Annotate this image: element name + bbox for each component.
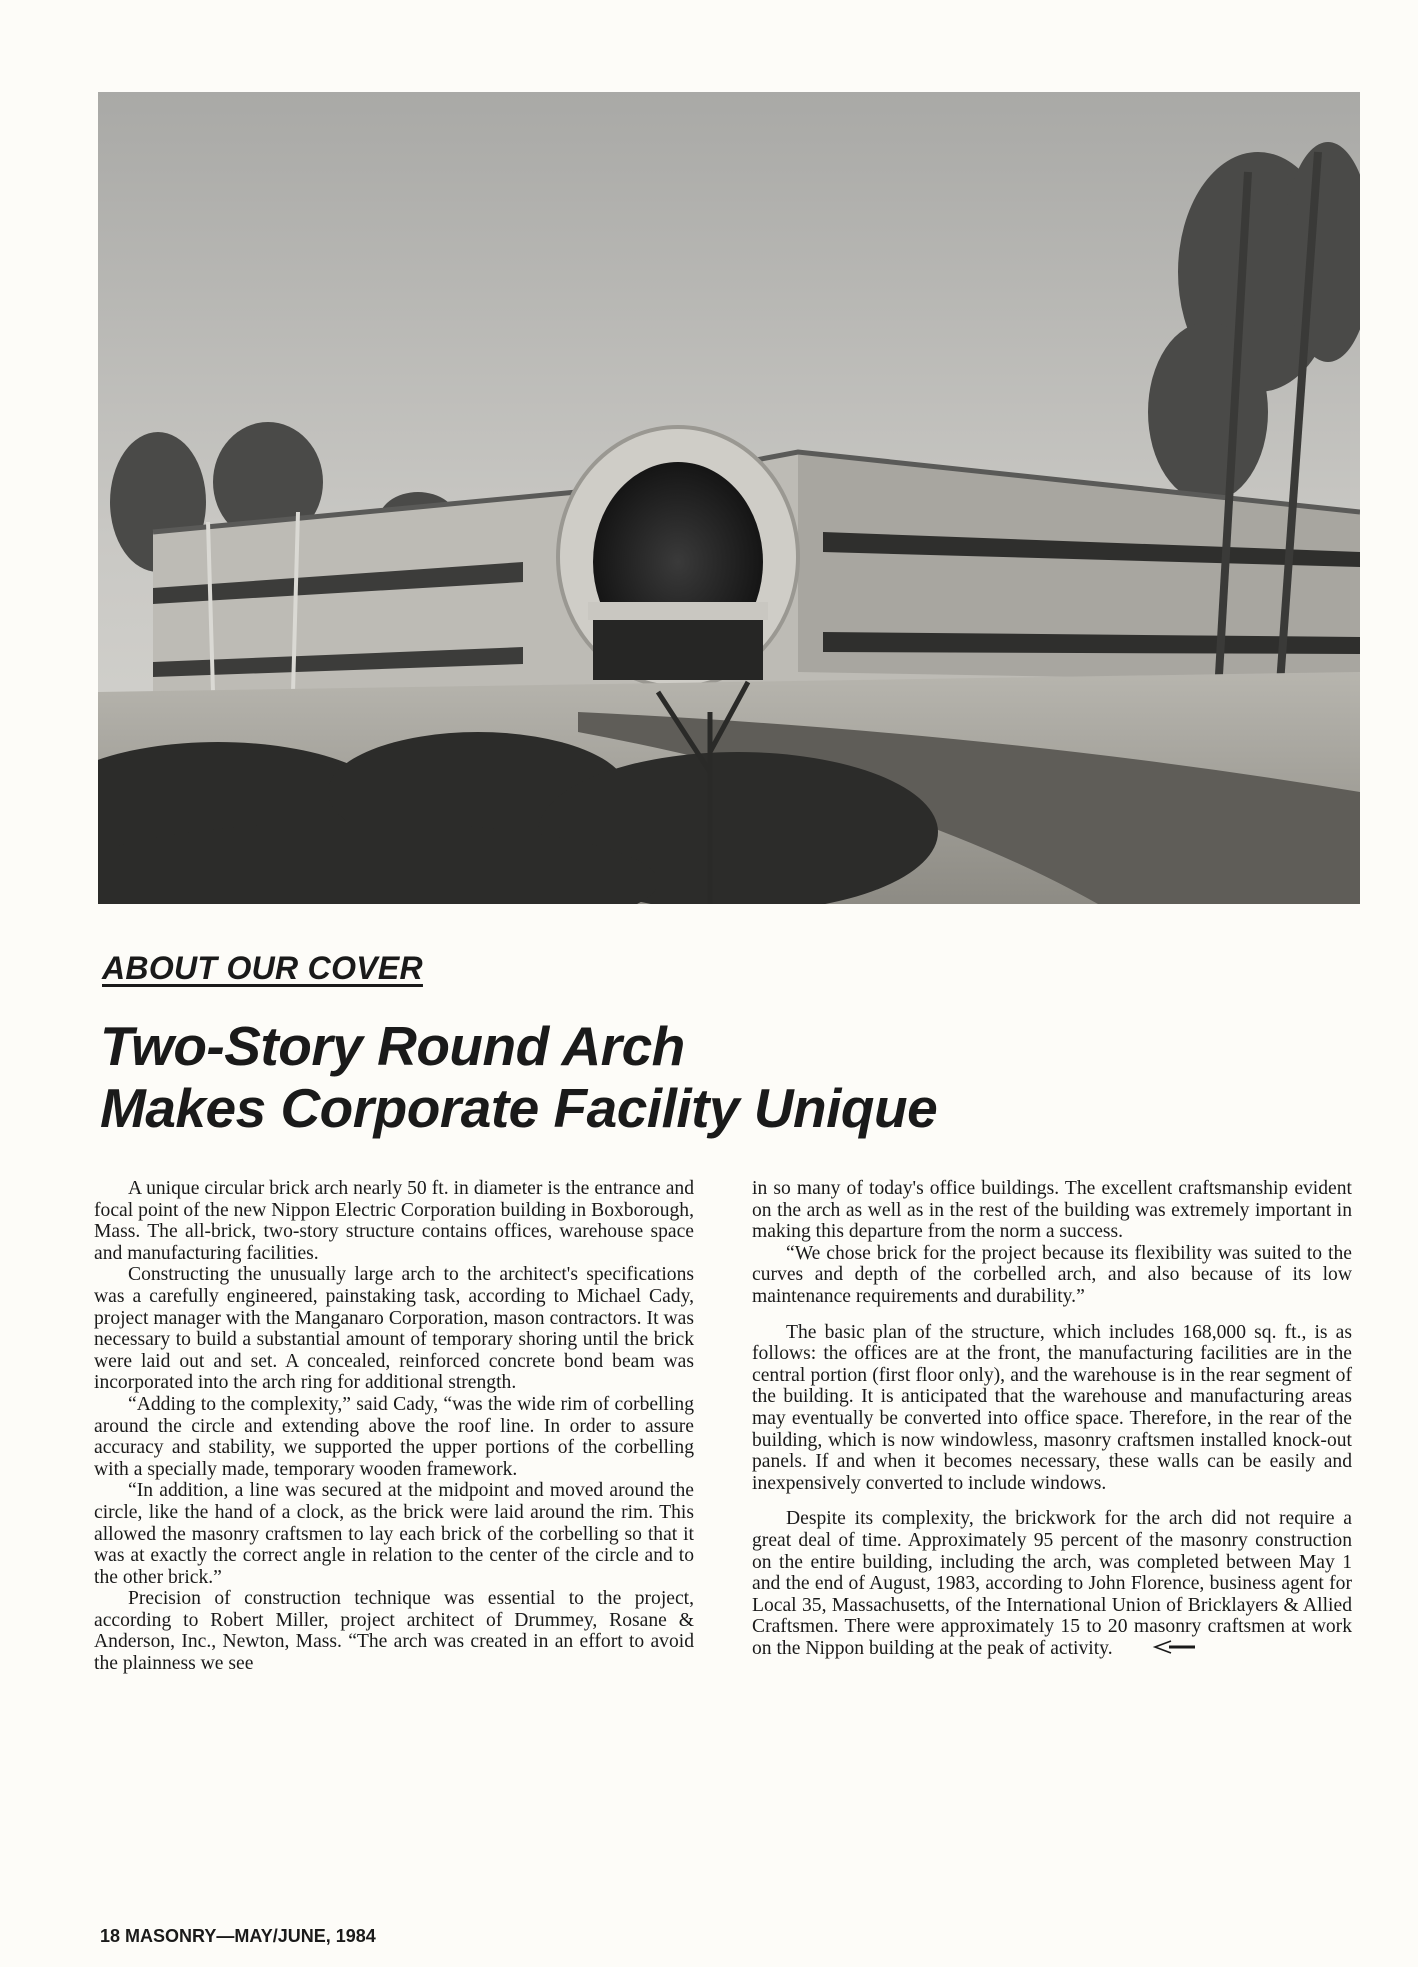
paragraph: The basic plan of the structure, which includes 168,000 sq. ft., is as follows: the offices are at the front, the manufacturing facilities are in the central portion (first floor only), and the warehouse is in the rear segment of the building. It is anticipated that the warehouse and manufacturing areas may eventually be converted into office space. Therefore, in the rear of the building, which is now windowless, masonry craftsmen installed knock-out panels. If and when it becomes necessary, these walls can be easily and inexpensively converted to include windows. <box>752 1321 1352 1494</box>
paragraph-final <box>752 1508 1352 1660</box>
paragraph: Constructing the unusually large arch to the architect's specifications was a carefully engineered, painstaking task, according to Michael Cady, project manager with the Manganaro Corporation, mason contractors. It was necessary to build a substantial amount of temporary shoring until the brick were laid out and set. A concealed, reinforced concrete bond beam was incorporated into the arch ring for additional strength. <box>94 1264 694 1394</box>
paragraph: in so many of today's office buildings. The excellent craftsmanship evident on the arch as well as in the rest of the building was extremely important in making this departure from the norm a success. <box>752 1178 1352 1243</box>
paragraph: “We chose brick for the project because its flexibility was suited to the curves and depth of the corbelled arch, and also because of its low maintenance requirements and durability.” <box>752 1242 1352 1307</box>
headline-line-1: Two-Story Round Arch <box>100 1015 685 1077</box>
article-column-right <box>752 1178 1352 1660</box>
headline-line-2: Makes Corporate Facility Unique <box>100 1077 938 1139</box>
paragraph: “In addition, a line was secured at the midpoint and moved around the circle, like the hand of a clock, as the brick were laid around the rim. This allowed the masonry craftsmen to lay each brick of the corbelling so that it was at exactly the correct angle in relation to the center of the circle and to the other brick.” <box>94 1480 694 1588</box>
paragraph: “Adding to the complexity,” said Cady, “was the wide rim of corbelling around the circle and extending above the roof line. In order to assure accuracy and stability, we supported the upper portions of the corbelling with a specially made, temporary wooden framework. <box>94 1393 694 1480</box>
article-column-left <box>94 1178 694 1675</box>
end-of-article-arrow-icon <box>1117 1639 1197 1661</box>
building-photo-illustration <box>98 92 1360 904</box>
paragraph: Precision of construction technique was essential to the project, according to Robert Miller, project architect of Drummey, Rosane & Anderson, Inc., Newton, Mass. “The arch was created in an effort to avoid the plainness we see <box>94 1588 694 1675</box>
paragraph: A unique circular brick arch nearly 50 ft. in diameter is the entrance and focal point of the new Nippon Electric Corporation building in Boxborough, Mass. The all-brick, two-story structure contains offices, warehouse space and manufacturing facilities. <box>94 1178 694 1264</box>
paragraph-final-text: Despite its complexity, the brickwork for the arch did not require a great deal of time. Approximately 95 percent of the masonry construction on the entire building, including the arch, was completed between May 1 and the end of August, 1983, according to John Florence, business agent for Local 35, Massachusetts, of the International Union of Bricklayers & Allied Craftsmen. There were approximately 15 to 20 masonry craftsmen at work on the Nippon building at the peak of activity. <box>752 1508 1352 1659</box>
cover-photo <box>98 92 1360 904</box>
section-kicker: ABOUT OUR COVER <box>102 950 423 986</box>
page-footer: 18 MASONRY—MAY/JUNE, 1984 <box>100 1926 376 1946</box>
article-headline <box>100 1015 1300 1139</box>
